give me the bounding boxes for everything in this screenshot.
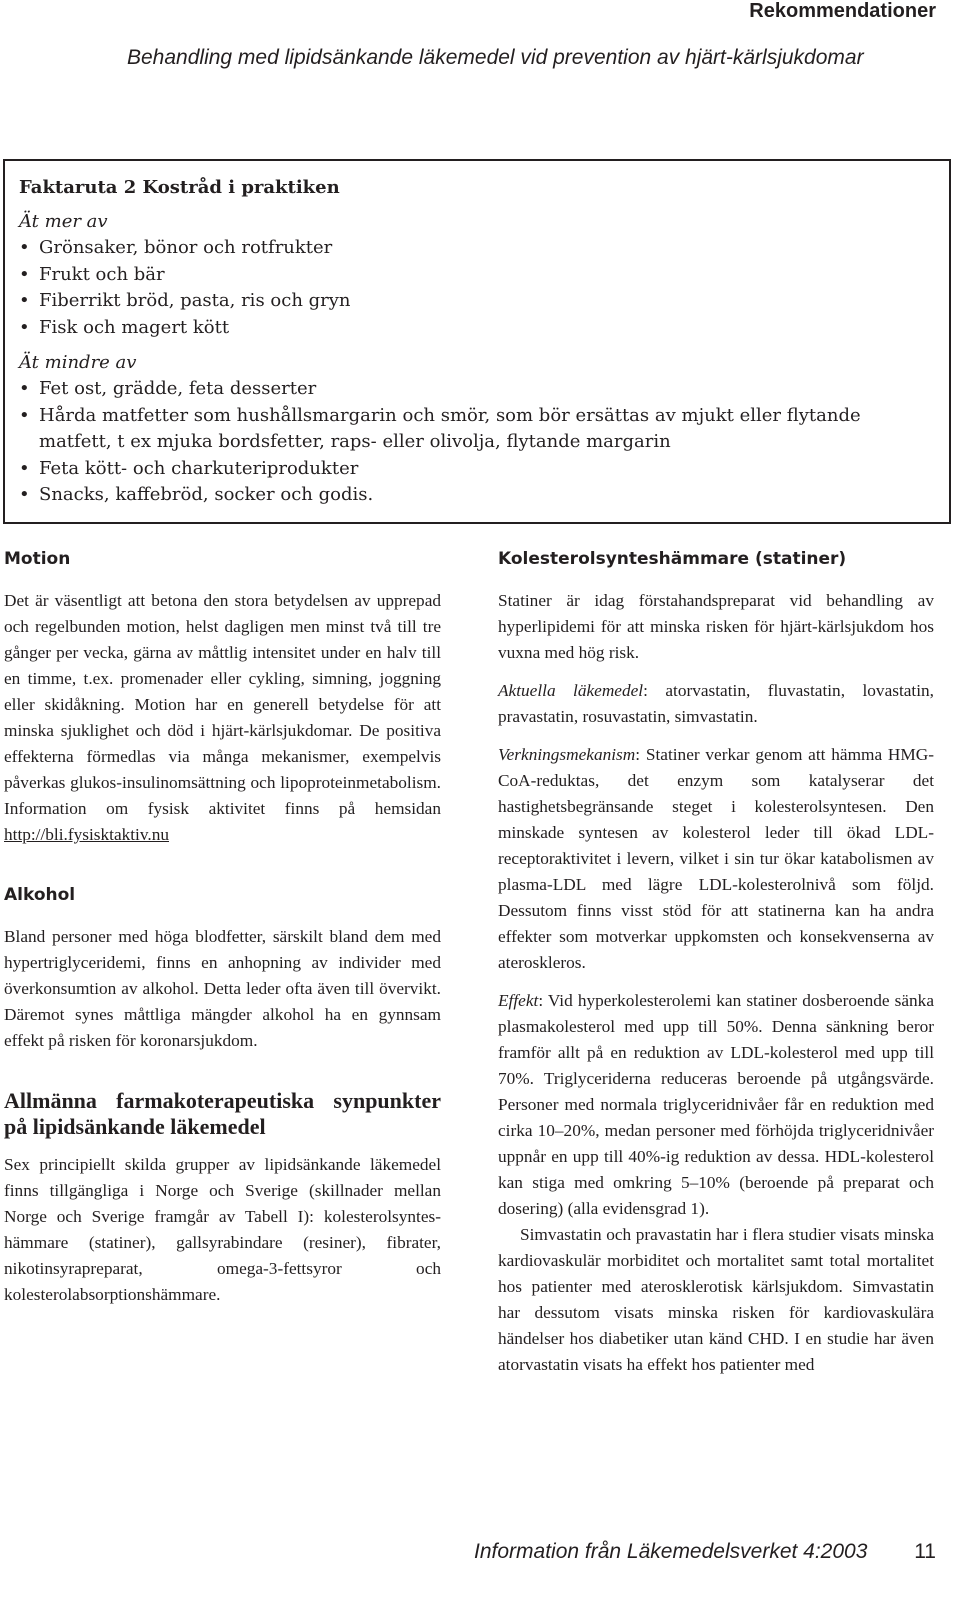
list-item: • Feta kött- och charkuteriprodukter xyxy=(19,456,935,483)
list-item: • Fisk och magert kött xyxy=(19,315,935,342)
list-item: • Fet ost, grädde, feta desserter xyxy=(19,376,935,403)
right-column xyxy=(498,546,934,1378)
eat-more-heading: Ät mer av xyxy=(19,211,108,232)
faktaruta-box xyxy=(3,159,951,524)
eat-less-list xyxy=(19,376,935,509)
statiner-verkning xyxy=(498,742,934,976)
list-item: • Snacks, kaffebröd, socker och godis. xyxy=(19,482,935,509)
alkohol-heading: Alkohol xyxy=(4,885,76,905)
eat-less-heading: Ät mindre av xyxy=(19,352,137,373)
eat-more-list xyxy=(19,235,935,341)
motion-link[interactable]: http://bli.fysisktaktiv.nu xyxy=(4,825,169,844)
allmanna-text: Sex principiellt skilda grupper av lipidsänkande läkemedel finns tillgängliga i Norge och Sverige (skillnader mellan Norge och Sverige framgår av Tabell I): kolesterolsynteshämmare (statiner), gallsyrabindare (resiner), fibrater, nikotinsyrapreparat, omega-3-fettsyror och kolesterolabsorptionshämmare. xyxy=(4,1155,441,1304)
statiner-intro: Statiner är idag förstahandspreparat vid behandling av hyperlipidemi för att minska risken för hjärt-kärlsjukdom hos vuxna med hög risk. xyxy=(498,591,934,662)
effekt-label: Effekt xyxy=(498,991,539,1010)
allmanna-heading: Allmänna farmakoterapeutiska synpunkter på lipidsänkande läkemedel xyxy=(4,1088,441,1139)
effekt-text: : Vid hyperkolesterolemi kan statiner dosberoende sänka plasmakolesterol med upp till 50%. Denna sänkning beror framför allt på en reduktion av LDL-kolesterol med upp till 70%. Triglyceriderna reduceras beroende på utgångsvärde. Personer med normala triglyceridnivåer får en reduktion med cirka 10–20%, medan personer med förhöjda triglyceridnivåer uppnår en upp till 40%-ig reduktion av dessa. HDL-kolesterol kan stiga med omkring 5–10% (beroende på preparat och dosering) (alla evidensgrad 1). xyxy=(498,991,934,1218)
aktuella-label: Aktuella läkemedel xyxy=(498,681,644,700)
aktuella-text: : atorvastatin, fluvastatin, lovastatin, pravastatin, rosuvastatin, simvastatin. xyxy=(498,681,934,726)
motion-text xyxy=(4,588,441,848)
page-number: 11 xyxy=(914,1540,936,1563)
alkohol-text: Bland personer med höga blodfetter, särskilt bland dem med hypertriglyceridemi, finns en anhopning av individer med överkonsumtion av alkohol. Detta leder ofta även till övervikt. Däremot synes måttliga mängder alkohol ha en gynnsam effekt på risken för koronarsjukdom. xyxy=(4,927,441,1050)
page-subtitle: Behandling med lipidsänkande läkemedel vid prevention av hjärt-kärlsjukdomar xyxy=(127,46,864,69)
statiner-simva: Simvastatin och pravastatin har i flera studier visats minska kardiovaskulär morbiditet och mortalitet samt total mortalitet hos patienter med aterosklerotisk kärlsjukdom. Simvastatin har dessutom visats minska risken för kardiovaskulära händelser hos diabetiker utan känd CHD. I en studie har även atorvastatin visats ha effekt hos patienter med xyxy=(498,1225,934,1374)
list-item: • Frukt och bär xyxy=(19,262,935,289)
list-item: • Hårda matfetter som hushållsmargarin och smör, som bör ersättas av mjukt eller flytande matfett, t ex mjuka bordsfetter, raps- eller olivolja, flytande margarin xyxy=(19,403,935,456)
faktaruta-title: Faktaruta 2 Kostråd i praktiken xyxy=(19,177,340,198)
footer-publication: Information från Läkemedelsverket 4:2003 xyxy=(474,1540,868,1563)
list-item: • Grönsaker, bönor och rotfrukter xyxy=(19,235,935,262)
statiner-aktuella xyxy=(498,678,934,730)
left-column xyxy=(4,546,441,1308)
verkning-label: Verkningsmekanism xyxy=(498,745,636,764)
section-label: Rekommendationer xyxy=(749,0,936,22)
verkning-text: : Statiner verkar genom att hämma HMG-CoA-reduktas, det enzym som katalyserar det hastighetsbegränsande steget i kolesterolsyntesen. Den minskade syntesen av kolesterol leder till ökad LDL-receptoraktivitet i levern, vilket i sin tur ökar katabolismen av plasma-LDL med lägre LDL-kolesterolnivå som följd. Dessutom finns visst stöd för att statinerna kan ha andra effekter som motverkar uppkomsten och konsekvenserna av ateroskleros. xyxy=(498,745,934,972)
list-item: • Fiberrikt bröd, pasta, ris och gryn xyxy=(19,288,935,315)
motion-body: Det är väsentligt att betona den stora betydelsen av upprepad och regelbunden motion, helst dagligen men minst två till tre gånger per vecka, gärna av måttlig intensitet under en halv till en timme, t.ex. promenader eller cykling, simning, joggning eller skidåkning. Motion har en generell betydelse för att minska sjuklighet och död i hjärt-kärlsjukdomar. De positiva effekterna förmedlas via många mekanismer, exempelvis påverkas glukos-insulinomsättning och lipoproteinmetabolism. Information om fysisk aktivitet finns på hemsidan xyxy=(4,591,441,818)
statiner-heading: Kolesterolsynteshämmare (statiner) xyxy=(498,549,847,569)
motion-heading: Motion xyxy=(4,549,71,569)
statiner-effekt xyxy=(498,988,934,1222)
